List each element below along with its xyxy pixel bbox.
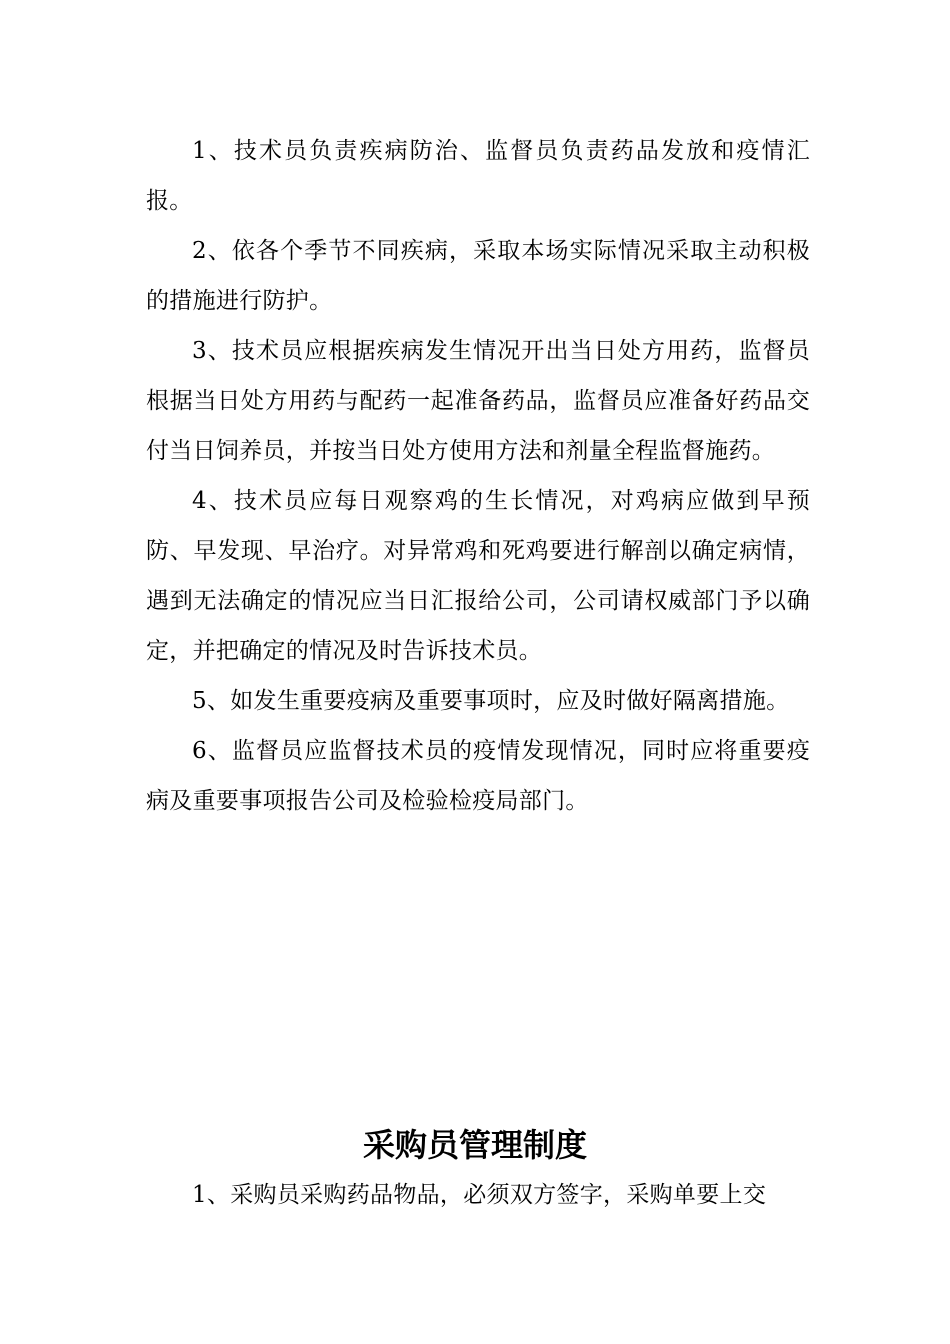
paragraph-4: 4、技术员应每日观察鸡的生长情况，对鸡病应做到早预防、早发现、早治疗。对异常鸡和死鸡要进行解剖以确定病情，遇到无法确定的情况应当日汇报给公司，公司请权威部门予以确定，并把确定的情况及时告诉技术员。 bbox=[146, 488, 810, 664]
paragraph-3: 3、技术员应根据疾病发生情况开出当日处方用药，监督员根据当日处方用药与配药一起准备药品，监督员应准备好药品交付当日饲养员，并按当日处方使用方法和剂量全程监督施药。 bbox=[146, 338, 810, 464]
paragraph-2: 2、依各个季节不同疾病，采取本场实际情况采取主动积极的措施进行防护。 bbox=[146, 238, 810, 314]
section-body bbox=[146, 1170, 810, 1220]
section-title: 采购员管理制度 bbox=[362, 1126, 587, 1164]
section-paragraph-1: 1、采购员采购药品物品，必须双方签字，采购单要上交 bbox=[192, 1182, 767, 1208]
paragraph-6: 6、监督员应监督技术员的疫情发现情况，同时应将重要疫病及重要事项报告公司及检验检疫局部门。 bbox=[146, 738, 810, 814]
paragraph-5: 5、如发生重要疫病及重要事项时，应及时做好隔离措施。 bbox=[192, 688, 790, 714]
paragraph-1: 1、技术员负责疾病防治、监督员负责药品发放和疫情汇报。 bbox=[146, 138, 810, 214]
rules-body bbox=[146, 126, 810, 826]
